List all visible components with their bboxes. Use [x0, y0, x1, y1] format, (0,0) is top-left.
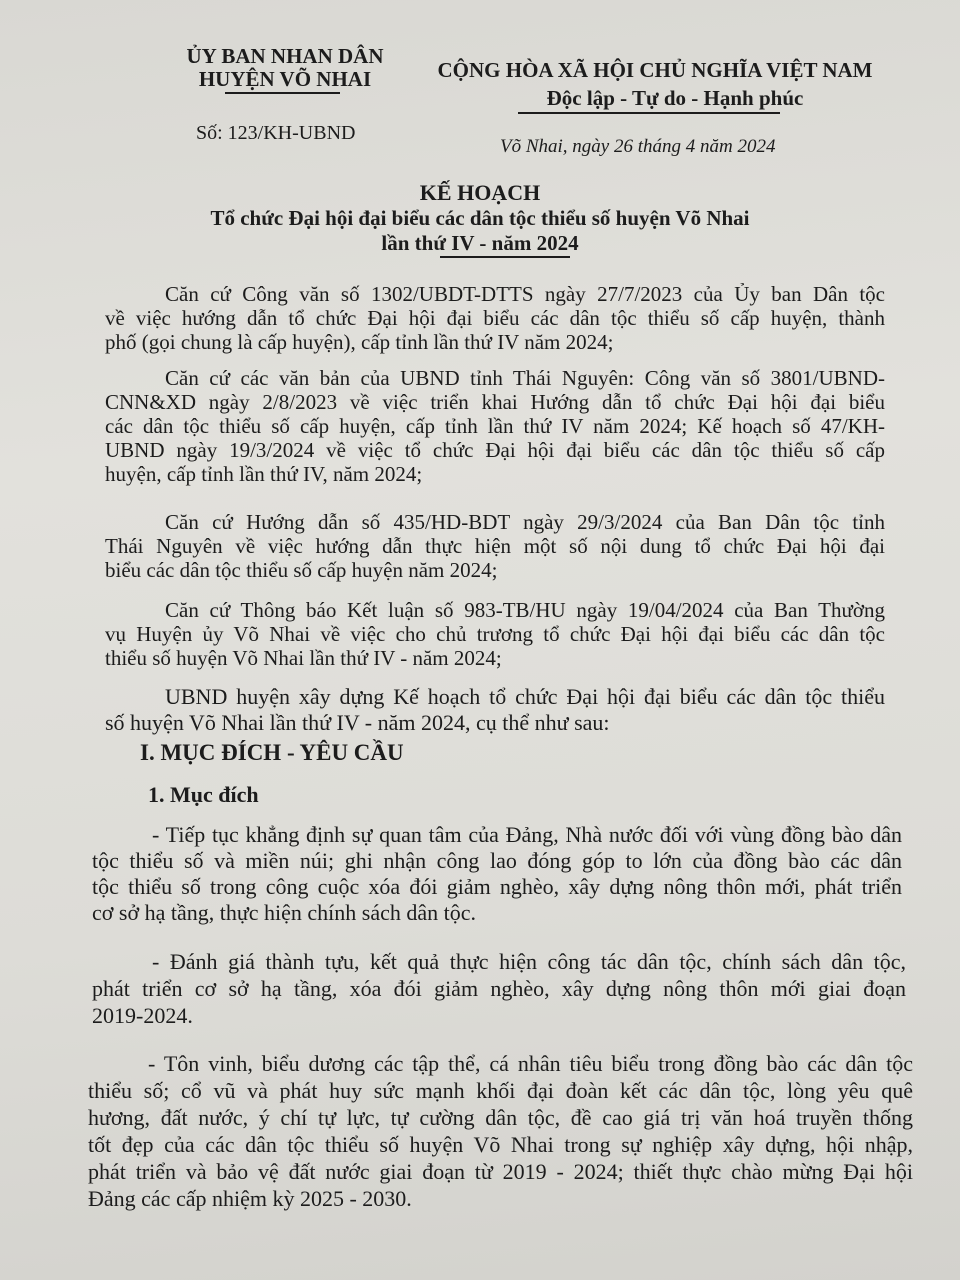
paragraph-line: Căn cứ Công văn số 1302/UBDT-DTTS ngày 27/7/2023 của Ủy ban Dân tộc [165, 282, 885, 306]
section-heading: I. MỤC ĐÍCH - YÊU CẦU [140, 740, 404, 765]
paragraph-line: các dân tộc thiểu số cấp huyện, cấp tỉnh lần thứ IV năm 2024; Kế hoạch số 47/KH- [105, 414, 885, 438]
paragraph-line: tộc thiểu số trong công cuộc xóa đói giảm nghèo, xây dựng nông thôn mới, phát triển [92, 874, 902, 899]
paragraph-line: hương, đất nước, ý chí tự lực, tự cường dân tộc, đề cao giá trị văn hoá truyền thống [88, 1105, 913, 1130]
paragraph-line: phát triển cơ sở hạ tầng, xóa đói giảm nghèo, xây dựng nông thôn mới giai đoạn [92, 976, 906, 1001]
paragraph-line: huyện, cấp tỉnh lần thứ IV, năm 2024; [105, 462, 423, 486]
document-type: KẾ HOẠCH [419, 180, 541, 205]
national-title: CỘNG HÒA XÃ HỘI CHỦ NGHĨA VIỆT NAM [437, 58, 873, 82]
authority-underline [225, 92, 340, 94]
legal-basis-paragraph-3 [105, 510, 885, 582]
document-subject-line1: Tổ chức Đại hội đại biểu các dân tộc thiểu số huyện Võ Nhai [210, 206, 750, 230]
paragraph-line: - Tôn vinh, biểu dương các tập thể, cá nhân tiêu biểu trong đồng bào các dân tộc [148, 1051, 913, 1076]
paragraph-line: thiểu số; cổ vũ và phát huy sức mạnh khối đại đoàn kết các dân tộc, lòng yêu quê [88, 1078, 913, 1103]
national-motto: Độc lập - Tự do - Hạnh phúc [546, 86, 804, 110]
document-subject-line2: lần thứ IV - năm 2024 [381, 231, 579, 255]
legal-basis-paragraph-4 [105, 598, 885, 670]
issuing-authority-line1: ỦY BAN NHAN DÂN [186, 44, 384, 68]
paragraph-line: phát triển và bảo vệ đất nước giai đoạn từ 2019 - 2024; thiết thực chào mừng Đại hội [88, 1159, 913, 1184]
document-number: Số: 123/KH-UBND [196, 122, 356, 144]
paragraph-line: cơ sở hạ tầng, thực hiện chính sách dân tộc. [92, 900, 477, 925]
paragraph-line: thiểu số huyện Võ Nhai lần thứ IV - năm 2024; [105, 646, 502, 670]
paragraph-line: 2019-2024. [92, 1003, 193, 1028]
title-underline [440, 256, 570, 258]
purpose-item-2 [92, 948, 906, 1029]
paragraph-line: Căn cứ các văn bản của UBND tỉnh Thái Nguyên: Công văn số 3801/UBND- [165, 366, 885, 390]
paragraph-line: UBND huyện xây dựng Kế hoạch tổ chức Đại hội đại biểu các dân tộc thiểu [165, 684, 885, 709]
paragraph-line: UBND ngày 19/3/2024 về việc tổ chức Đại hội đại biểu các dân tộc thiểu số cấp [105, 438, 885, 462]
legal-basis-paragraph-1 [105, 282, 885, 354]
paragraph-line: - Tiếp tục khẳng định sự quan tâm của Đảng, Nhà nước đối với vùng đồng bào dân [152, 822, 902, 847]
paragraph-line: vụ Huyện ủy Võ Nhai về việc cho chủ trương tổ chức Đại hội đại biểu các dân tộc [105, 622, 885, 646]
issuing-authority [150, 44, 420, 69]
paragraph-line: biểu các dân tộc thiểu số cấp huyện năm 2024; [105, 558, 498, 582]
paragraph-line: Đảng các cấp nhiệm kỳ 2025 - 2030. [88, 1186, 412, 1211]
paragraph-line: về việc hướng dẫn tổ chức Đại hội đại biểu các dân tộc thiểu số cấp huyện, thành [105, 306, 885, 330]
purpose-item-1 [92, 822, 902, 926]
subsection-heading: 1. Mục đích [148, 782, 259, 807]
paragraph-line: Thái Nguyên về việc hướng dẫn thực hiện một số nội dung tổ chức Đại hội đại [105, 534, 885, 558]
paragraph-line: số huyện Võ Nhai lần thứ IV - năm 2024, cụ thể như sau: [105, 710, 610, 735]
place-date: Võ Nhai, ngày 26 tháng 4 năm 2024 [500, 136, 776, 157]
paragraph-line: - Đánh giá thành tựu, kết quả thực hiện công tác dân tộc, chính sách dân tộc, [152, 949, 906, 974]
paragraph-line: CNN&XD ngày 2/8/2023 về việc triển khai Hướng dẫn tổ chức Đại hội đại biểu [105, 390, 885, 414]
paragraph-line: tốt đẹp của các dân tộc thiểu số huyện Võ Nhai trong sự nghiệp xây dựng, hội nhập, [88, 1132, 913, 1157]
issuing-district: HUYỆN VÕ NHAI [198, 67, 372, 91]
paragraph-line: Căn cứ Hướng dẫn số 435/HD-BDT ngày 29/3/2024 của Ban Dân tộc tỉnh [165, 510, 885, 534]
legal-basis-paragraph-2 [105, 366, 885, 486]
paragraph-line: phố (gọi chung là cấp huyện), cấp tỉnh lần thứ IV năm 2024; [105, 330, 614, 354]
intro-paragraph [105, 684, 885, 736]
paragraph-line: tộc thiểu số và miền núi; ghi nhận công lao đóng góp to lớn của đồng bào các dân [92, 848, 902, 873]
purpose-item-3 [88, 1050, 913, 1212]
paragraph-line: Căn cứ Thông báo Kết luận số 983-TB/HU ngày 19/04/2024 của Ban Thường [165, 598, 885, 622]
motto-underline [518, 112, 780, 114]
